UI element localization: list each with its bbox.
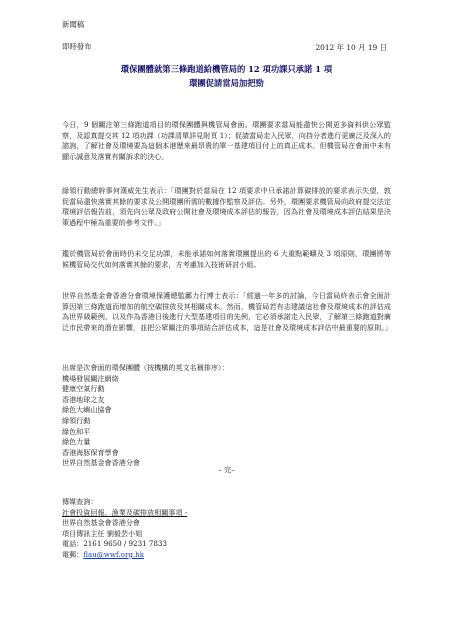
- paragraph-1: 今日，9 個關注第三條跑道項目的環保團體與機管局會面。環團要求當局能盡快公開更多資料供公眾監察，及認真提交其 12 項功課（功課清單詳見附頁 1）；促請當局走入民眾，向持分者進行更廣泛及深入的諮詢，了解社會及環境要為這個本港歷來最昂貴的單一基建項目付上的真正成本。但機管局在會面中未有顯示誠意及落實有關訴求的決心。: [62, 120, 391, 161]
- sub-headline: 環團促請當局加把勁: [189, 78, 264, 88]
- paragraph-4: 世界自然基金會香港分會環境保護總監鄺力行博士表示：「經過一年多的討論，今日當局終表示會全面計算因第三條跑道而增加的航空碳排放及其相關成本。然而，機管局若有志建議這社會及環境成本的評估成為世界級範例，以及作為香港日後進行大型基建項目的先例，它必須承諾走入民眾，了解第三條跑道對廣泛市民帶來的潛在影響，並把公眾關注的事項結合評估成本，這是社會及環境成本評估中最重要的原則。」: [62, 291, 392, 332]
- paragraph-3: 鑑於機管局於會面時仍未交足功課，未能承諾如何落實環團提出的 6 大重點範疇及 3 項原則，環團將等候機管局交代如何落實其餘的要求，方考慮加入技術研討小組。: [62, 249, 391, 269]
- doc-type-label: 新聞稿: [62, 20, 85, 29]
- organiser-item: 香港海豚保育學會: [62, 447, 119, 457]
- organisers-intro: 出席是次會面的環保團體（按機構的英文名稱排序）：: [62, 363, 229, 372]
- organiser-item: 綠色力量: [62, 437, 91, 447]
- organiser-item: 香港地球之友: [62, 394, 105, 404]
- organiser-item: 健康空氣行動: [62, 384, 105, 394]
- paragraph-2: 綠領行動總幹事何漢威先生表示：「環團對於當局在 12 項要求中只承諾計算碳排放的要求表示失望，敦促當局盡快落實其餘的要求及公開環團所需的數據作監察及評估。另外，環團要求機管局向政府提交法定環境評估報告前，須先向公眾及政府公開社會及環境成本評估的報告，因為社會及環境成本評估結果是決策過程中極為重要的參考文件。」: [62, 186, 391, 227]
- organisers-list: [62, 363, 391, 469]
- media-enquiry-block: [62, 497, 187, 561]
- enquiry-contact-person: 項目傳訊主任 劉毅芸小姐: [62, 528, 143, 538]
- organiser-item: 世界自然基金會香港分會: [62, 458, 141, 468]
- enquiry-subject: 社會投資回報、漁業及碳排放相關事項 -: [62, 507, 188, 517]
- release-date: 2012 年 10 月 19 日: [315, 43, 387, 52]
- headline: 環保團體就第三條跑道給機管局的 12 項功課只承諾 1 項: [120, 64, 333, 74]
- release-timing-label: 即時發布: [62, 42, 92, 51]
- email-label: 電郵：: [62, 549, 84, 559]
- enquiry-organisation: 世界自然基金會香港分會: [62, 518, 141, 528]
- email-link[interactable]: flau@wwf.org.hk: [83, 549, 145, 559]
- organiser-item: 綠色和平: [62, 426, 91, 436]
- enquiry-phone: 電話：2161 9650 / 9231 7833: [62, 539, 167, 549]
- organiser-item: 綠領行動: [62, 415, 91, 425]
- enquiry-label: 傳媒查詢：: [62, 497, 98, 506]
- end-mark: – 完–: [218, 465, 235, 474]
- organiser-item: 機場發展關注網絡: [62, 373, 119, 383]
- enquiry-email-row: [62, 550, 187, 561]
- organiser-item: 綠色大嶼山協會: [62, 405, 112, 415]
